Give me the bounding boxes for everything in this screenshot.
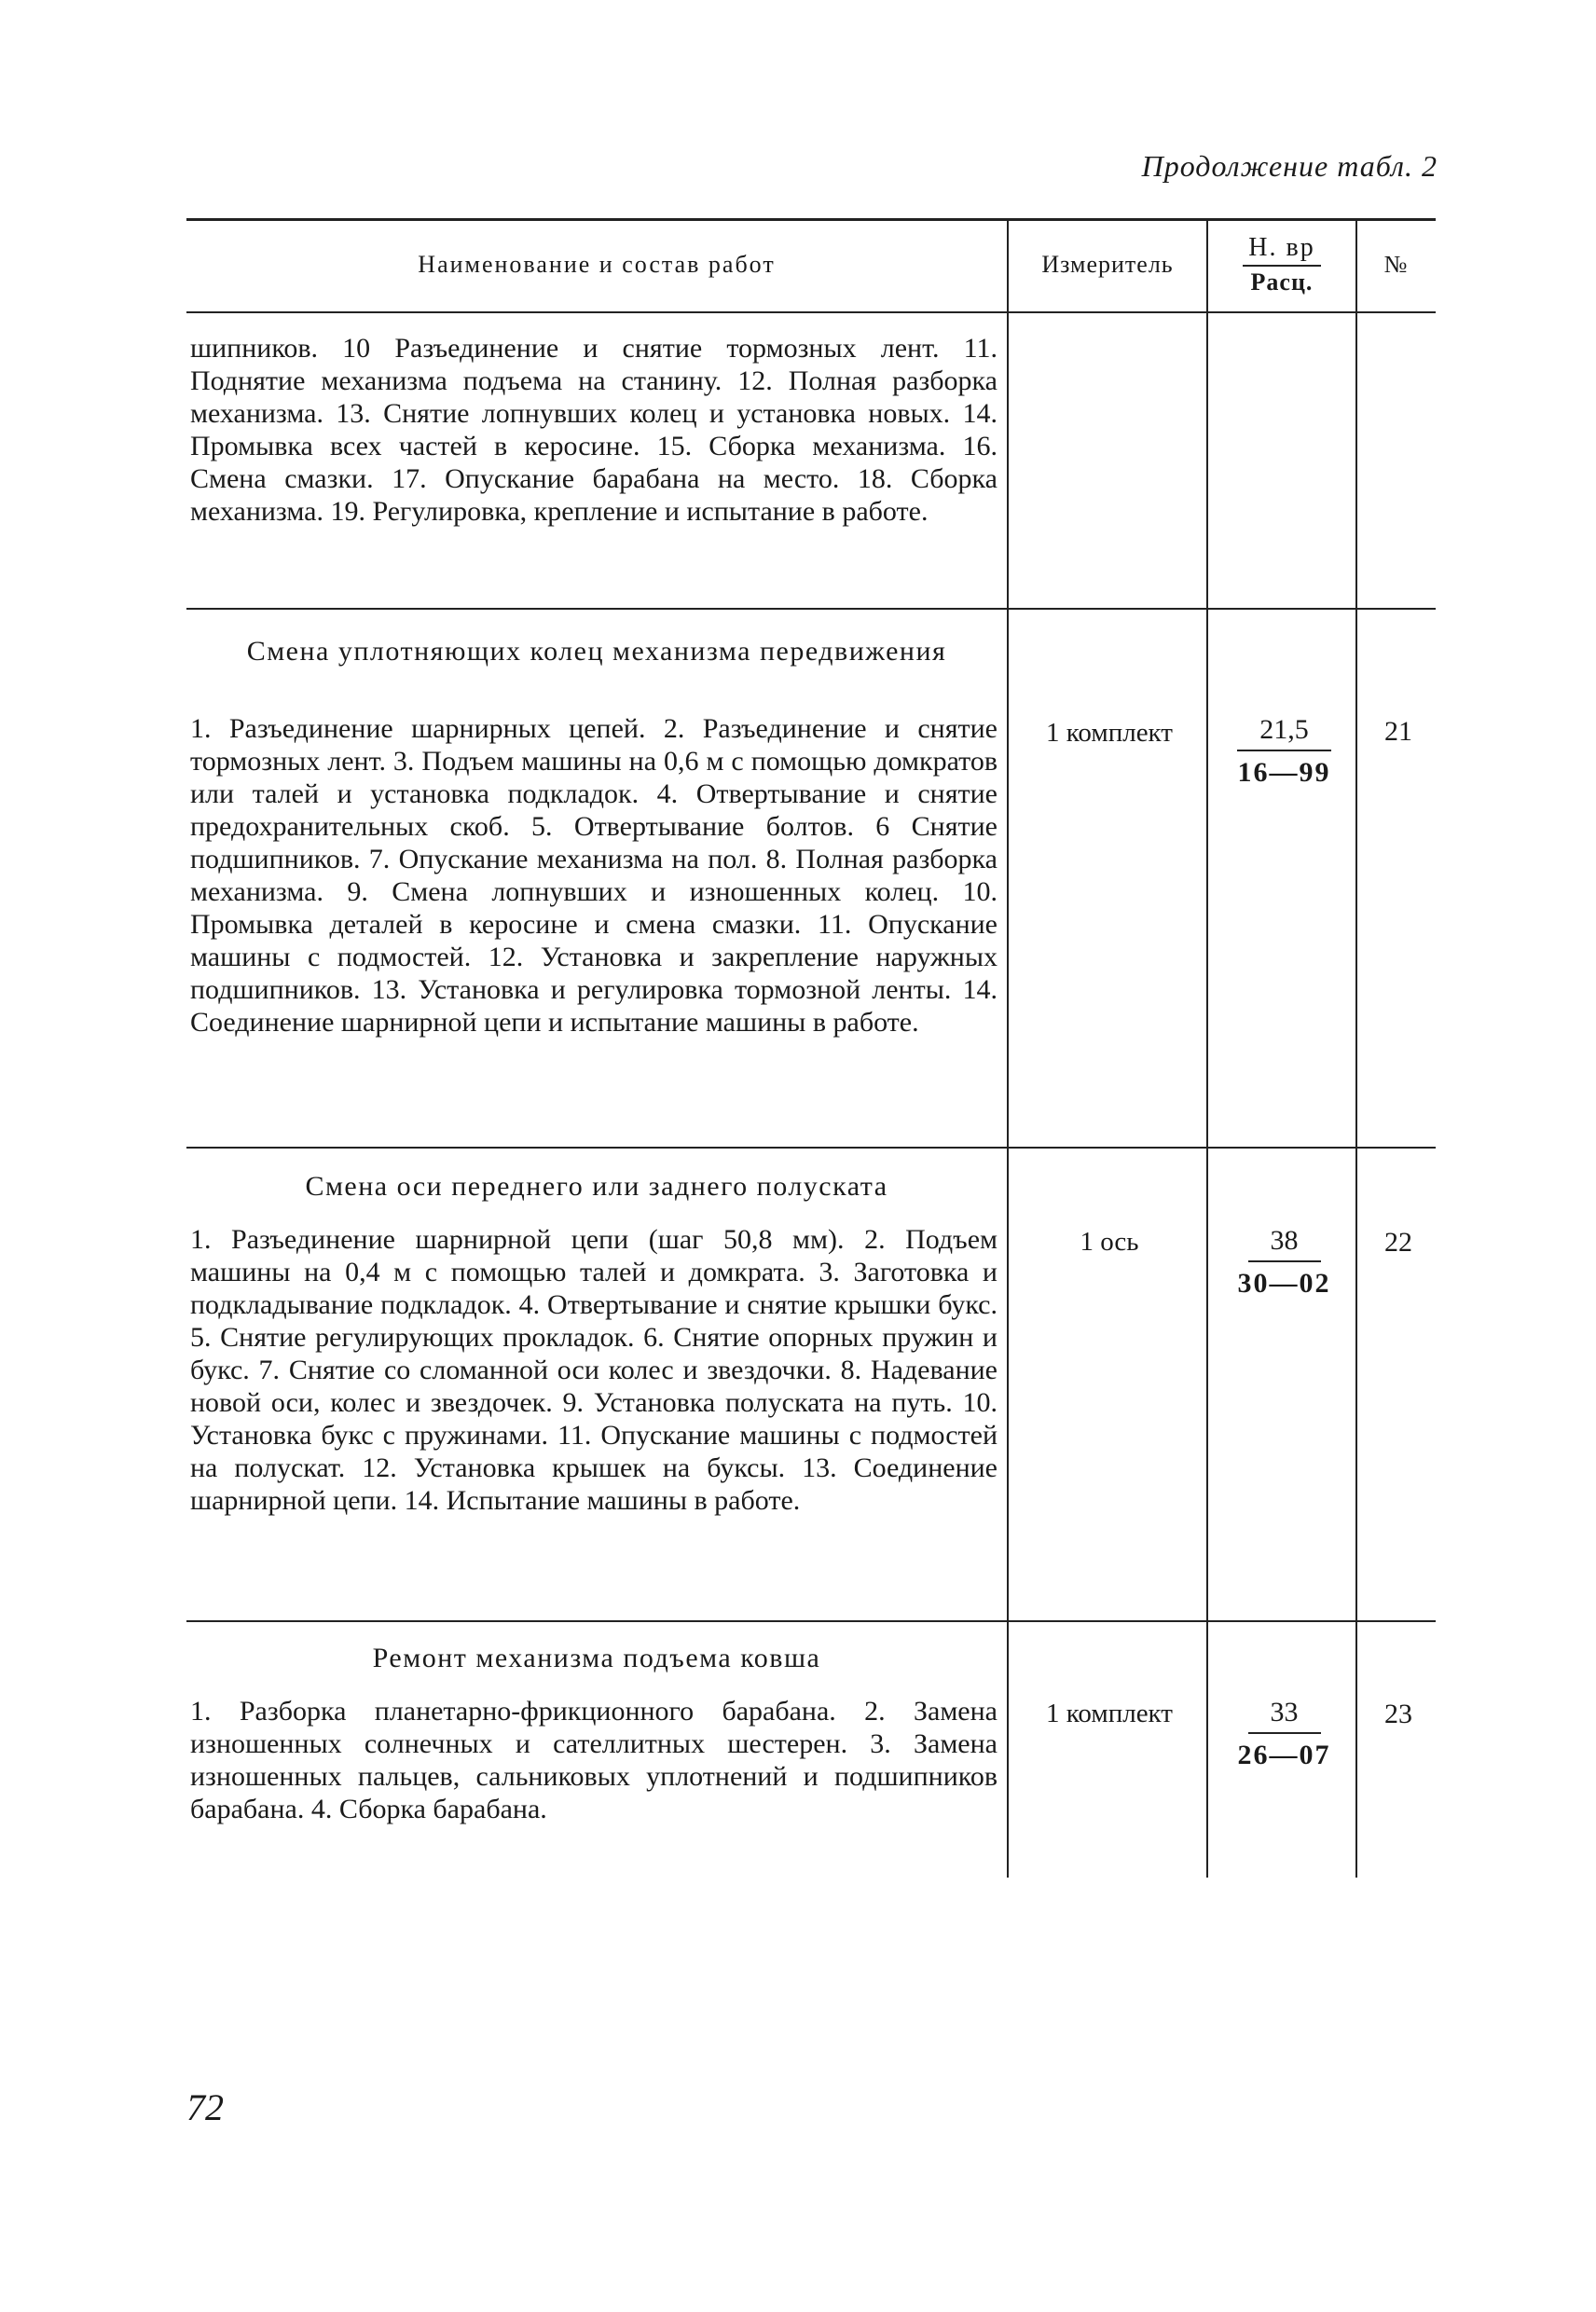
- rate-value: 30—02: [1237, 1268, 1331, 1299]
- unit-cell: 1 комплект: [1046, 718, 1173, 748]
- column-header-unit: Измеритель: [1041, 251, 1174, 278]
- unit-cell: 1 ось: [1080, 1227, 1139, 1257]
- row-number: 23: [1384, 1699, 1412, 1729]
- work-description: шипников. 10 Разъединение и снятие тормозных лент. 11. Поднятие механизма подъема на станину. 12. Полная разборка механизма. 13. Снятие лопнувших колец и установка новых. 14. Промывка всех частей в керосине. 15. Сборка механизма. 16. Смена смазки. 17. Опускание барабана на место. 18. Сборка механизма. 19. Регулировка, крепление и испытание в работе.: [190, 333, 998, 527]
- column-header-name: Наименование и состав работ: [418, 251, 776, 278]
- work-title: Смена уплотняющих колец механизма передвижения: [246, 636, 947, 667]
- norm-time-label: Н. вр: [1243, 233, 1320, 267]
- work-description: 1. Разъединение шарнирной цепи (шаг 50,8 мм). 2. Подъем машины на 0,4 м с помощью талей и домкрата. 3. Заготовка и подкладывание подкладок. 4. Отвертывание и снятие крышки букс. 5. Снятие регулирующих прокладок. 6. Снятие опорных пружин и букс. 7. Снятие со сломанной оси колес и звездочки. 8. Надевание новой оси, колес и звездочек. 9. Установка полуската на путь. 10. Установка букс с пружинами. 11. Опускание машины с подмостей на полускат. 12. Установка крышек на буксы. 13. Соединение шарнирной цепи. 14. Испытание машины в работе.: [190, 1224, 998, 1516]
- unit-cell: 1 комплект: [1046, 1699, 1173, 1728]
- norm-cell: [1212, 714, 1356, 789]
- norm-time-value: 21,5: [1237, 714, 1331, 751]
- rate-value: 16—99: [1237, 757, 1331, 788]
- norm-time-value: 38: [1248, 1225, 1321, 1262]
- norm-time-value: 33: [1248, 1697, 1321, 1734]
- work-description: 1. Разборка планетарно-фрикционного барабана. 2. Замена изношенных солнечных и сателлитных шестерен. 3. Замена изношенных пальцев, сальниковых уплотнений и подшипников барабана. 4. Сборка барабана.: [190, 1696, 998, 1824]
- norm-cell: [1212, 1697, 1356, 1771]
- table-row: [186, 608, 1436, 1147]
- work-description: 1. Разъединение шарнирных цепей. 2. Разъединение и снятие тормозных лент. 3. Подъем машины на 0,6 м с помощью домкратов или талей и установка подкладок. 4. Отвертывание и снятие предохранительных скоб. 5. Отвертывание болтов. 6 Снятие подшипников. 7. Опускание механизма на пол. 8. Полная разборка механизма. 9. Смена лопнувших и изношенных колец. 10. Промывка деталей в керосине и смена смазки. 11. Опускание машины с подмостей. 12. Установка и закрепление наружных подшипников. 13. Установка и регулировка тормозной ленты. 14. Соединение шарнирной цепи и испытание машины в работе.: [190, 713, 998, 1038]
- rate-value: 26—07: [1237, 1740, 1331, 1770]
- table-row: [186, 1620, 1436, 1878]
- row-number: 22: [1384, 1227, 1412, 1258]
- continuation-label: Продолжение табл. 2: [1141, 149, 1438, 183]
- page-number: 72: [186, 2086, 224, 2128]
- column-header-number: №: [1383, 251, 1410, 278]
- norms-table: [186, 218, 1436, 1896]
- work-title: Смена оси переднего или заднего полуската: [305, 1171, 888, 1202]
- norm-cell: [1212, 1225, 1356, 1300]
- rate-label: Расц.: [1250, 268, 1314, 296]
- column-header-norm: [1208, 218, 1355, 311]
- table-row: [186, 311, 1436, 608]
- row-number: 21: [1384, 716, 1412, 747]
- work-title: Ремонт механизма подъема ковша: [372, 1643, 821, 1673]
- table-row: [186, 1147, 1436, 1620]
